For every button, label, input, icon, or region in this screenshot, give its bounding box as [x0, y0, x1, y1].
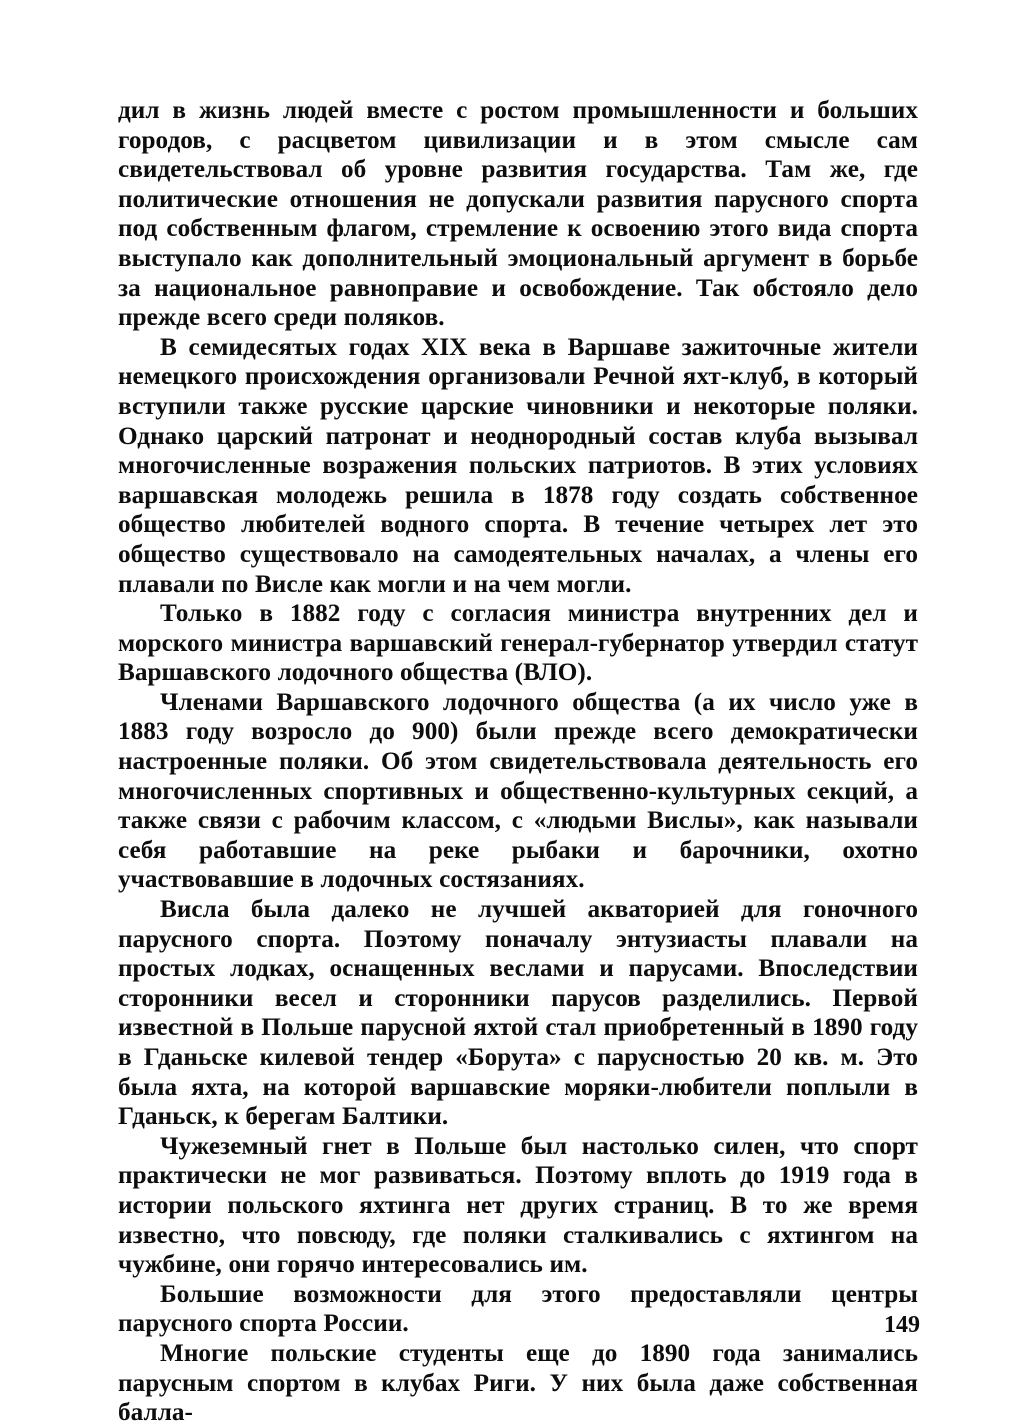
paragraph-1: дил в жизнь людей вместе с ростом промышленности и больших городов, с расцветом цивилизации и в этом смысле сам свидетельствовал об уровне развития государства. Там же, где политические отношения не допускали развития парусного спорта под собственным флагом, стремление к освоению этого вида спорта выступало как дополнительный эмоциональный аргумент в борьбе за национальное равноправие и освобождение. Так обстояло дело прежде всего среди поляков. [118, 97, 918, 332]
paragraph-4: Членами Варшавского лодочного общества (а их число уже в 1883 году возросло до 900) были прежде всего демократически настроенные поляки. Об этом свидетельствовала деятельность его многочисленных спортивных и общественно-культурных секций, а также связи с рабочим классом, с «людьми Вислы», как называли себя работавшие на реке рыбаки и барочники, охотно участвовавшие в лодочных состязаниях. [118, 688, 918, 894]
paragraph-2: В семидесятых годах XIX века в Варшаве зажиточные жители немецкого происхождения организовали Речной яхт-клуб, в который вступили также русские царские чиновники и некоторые поляки. Однако царский патронат и неоднородный состав клуба вызывал многочисленные возражения польских патриотов. В этих условиях варшавская молодежь решила в 1878 году создать собственное общество любителей водного спорта. В течение четырех лет это общество существовало на самодеятельных началах, а члены его плавали по Висле как могли и на чем могли. [118, 333, 918, 598]
paragraph-6: Чужеземный гнет в Польше был настолько силен, что спорт практически не мог развиваться. Поэтому вплоть до 1919 года в истории польского яхтинга нет других страниц. В то же время известно, что повсюду, где поляки сталкивались с яхтингом на чужбине, они горячо интересовались им. [118, 1132, 918, 1279]
body-text-block [118, 96, 918, 1428]
paragraph-5: Висла была далеко не лучшей акваторией для гоночного парусного спорта. Поэтому поначалу энтузиасты плавали на простых лодках, оснащенных веслами и парусами. Впоследствии сторонники весел и сторонники парусов разделились. Первой известной в Польше парусной яхтой стал приобретенный в 1890 году в Гданьске килевой тендер «Борута» с парусностью 20 кв. м. Это была яхта, на которой варшавские моряки-любители поплыли в Гданьск, к берегам Балтики. [118, 896, 918, 1131]
paragraph-8: Многие польские студенты еще до 1890 года занимались парусным спортом в клубах Риги. У них была даже собственная балла- [118, 1339, 918, 1427]
page-number: 149 [884, 1312, 920, 1338]
paragraph-7: Большие возможности для этого предоставляли центры парусного спорта России. [118, 1280, 918, 1338]
paragraph-3: Только в 1882 году с согласия министра внутренних дел и морского министра варшавский генерал-губернатор утвердил статут Варшавского лодочного общества (ВЛО). [118, 600, 918, 687]
